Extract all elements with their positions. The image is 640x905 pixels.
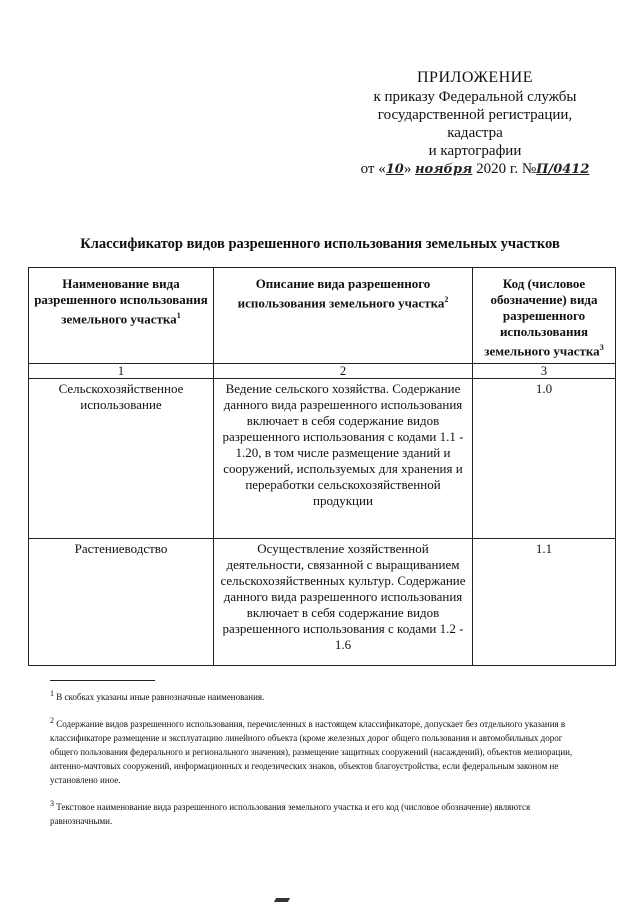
column-number: 2 (214, 364, 473, 379)
classifier-table (28, 267, 616, 666)
order-number-handwritten: П/0412 (536, 162, 590, 177)
approval-line-3: кадастра (447, 125, 503, 141)
date-mid: » (403, 161, 412, 177)
approval-line-2: государственной регистрации, (377, 107, 573, 123)
footnote-ref-3: 3 (599, 343, 604, 352)
table-row (29, 539, 616, 666)
footnote-divider (50, 680, 155, 681)
land-use-name: Растениеводство (29, 539, 214, 666)
date-day-handwritten: 10 (385, 162, 404, 177)
header-code: Код (числовое обозначение) вида разрешенного использования земельного участка$^3$ (473, 268, 616, 364)
footnote-2: $^2$ Содержание видов разрешенного использования, перечисленных в настоящем классификаторе, допускает без отдельного указания в классификаторе размещение и эксплуатацию линейного объекта (кроме железных дорог общего пользования и автомобильных дорог общего пользования федерального и регионального значения), размещение защитных сооружений (насаждений), объектов мелиорации, антенно-мачтовых сооружений, информационных и геодезических знаков, объектов благоустройства, если федеральным законом не установлено иное. (50, 716, 573, 785)
land-use-description: Осуществление хозяйственной деятельности, связанной с выращиванием сельскохозяйственных культур. Содержание данного вида разрешенного использования включает в себя содержание видов разрешенного использования с кодами 1.2 - 1.6 (214, 539, 473, 666)
column-number: 1 (29, 364, 214, 379)
land-use-code: 1.1 (473, 539, 616, 666)
order-date-line (360, 160, 590, 179)
appendix-title: ПРИЛОЖЕНИЕ (416, 69, 533, 86)
footnote-1: $^1$ В скобках указаны иные равнозначные наименования. (50, 689, 265, 702)
scan-artifact (274, 898, 290, 902)
approval-line-4: и картографии (428, 143, 522, 159)
footnote-ref-2: 2 (444, 295, 449, 304)
column-number: 3 (473, 364, 616, 379)
footnote-3: $^3$ Текстовое наименование вида разрешенного использования земельного участка и его код (числовое обозначение) являются равнозначными. (50, 799, 531, 826)
land-use-name: Сельскохозяйственное использование (29, 379, 214, 539)
approval-line-1: к приказу Федеральной службы (373, 89, 577, 105)
document-title: Классификатор видов разрешенного использования земельных участков (80, 236, 560, 252)
approval-block (360, 69, 590, 179)
land-use-description: Ведение сельского хозяйства. Содержание данного вида разрешенного использования включает в себя содержание видов разрешенного использования с кодами 1.1 - 1.20, в том числе размещение зданий и сооружений, используемых для хранения и переработки сельскохозяйственной продукции (214, 379, 473, 539)
column-numbers-row (29, 364, 616, 379)
land-use-code: 1.0 (473, 379, 616, 539)
date-prefix: от « (360, 161, 386, 177)
header-name: Наименование вида разрешенного использования земельного участка$^1$ (29, 268, 214, 364)
date-year: 2020 г. № (476, 161, 537, 177)
table-row (29, 379, 616, 539)
footnote-ref-1: 1 (176, 311, 181, 320)
date-month-handwritten: ноября (415, 162, 473, 177)
header-description: Описание вида разрешенного использования земельного участка$^2$ (214, 268, 473, 364)
table-header-row (29, 268, 616, 364)
footnotes (50, 687, 590, 838)
